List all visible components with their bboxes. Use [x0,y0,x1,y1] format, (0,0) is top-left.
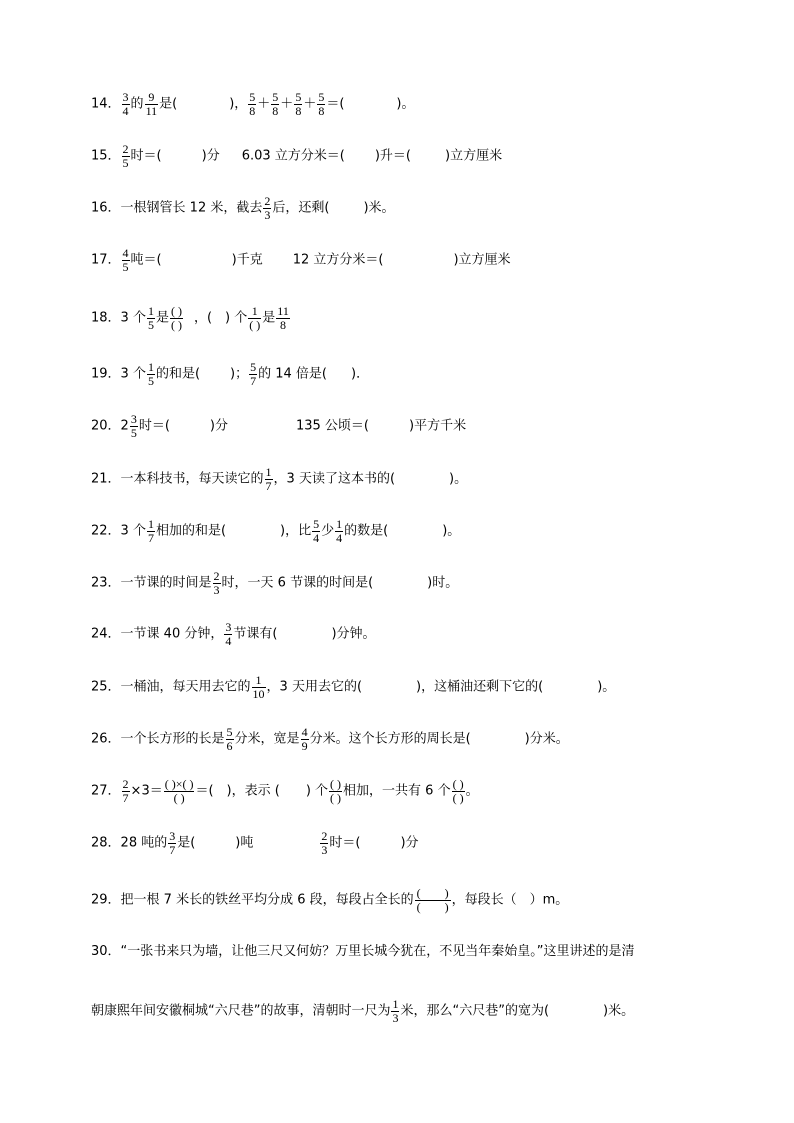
question-text: 朝康熙年间安徽桐城“六尺巷”的故事，清朝时一尺为 [91,1003,391,1019]
fraction [122,247,130,273]
question-text: 少 [321,523,335,539]
fraction-denominator: ( ) [416,899,449,914]
fraction-denominator: 8 [272,103,279,118]
fraction-numerator: 1 [252,674,266,688]
question-text: ＋ [257,96,271,112]
question-text: 19．3 个 [91,366,146,382]
question-text: 15． [91,148,121,164]
fraction-numerator: 11 [277,304,289,318]
fraction-denominator: ( ) [330,790,342,805]
fraction [164,778,195,804]
question-q16 [91,195,395,221]
question-text: ，( ) 个 [193,310,248,326]
question-text: ＋ [303,96,317,112]
fraction-denominator: 4 [225,633,232,648]
fraction-denominator: 7 [169,842,176,857]
fraction-numerator: 5 [318,90,325,104]
fraction-numerator: 5 [272,90,279,104]
fraction-denominator: 6 [226,738,233,753]
question-text: 27． [91,783,121,799]
fraction [170,305,183,331]
fraction [317,91,325,117]
question-text: ×3＝ [130,783,163,799]
question-text: )，这桶油还剩下它的( [416,679,544,695]
fraction-denominator: ( ) [452,790,464,805]
fraction-numerator: 1 [147,360,154,374]
fraction-numerator: 3 [122,90,129,104]
fraction-denominator: 8 [249,103,256,118]
fraction [249,361,257,387]
question-q29 [91,887,568,913]
question-text: 节课有( [233,626,278,642]
fraction [168,830,176,856]
fraction-numerator: 2 [122,142,129,156]
fraction [294,91,302,117]
question-text: )． [351,366,370,382]
fraction-denominator: 4 [122,103,129,118]
fraction-denominator: 5 [147,373,154,388]
fraction-denominator: 7 [147,530,154,545]
question-text: 吨＝( [130,252,162,268]
fraction [265,466,273,492]
question-text: 是( [159,96,178,112]
question-text: )， [229,96,248,112]
fraction-denominator: 8 [280,317,287,332]
fraction-numerator: ( ) [170,304,182,318]
question-text: 相加，一共有 6 个 [343,783,451,799]
fraction-numerator: ( )×( ) [164,777,194,791]
fraction-numerator: 1 [265,465,272,479]
question-text: 21．一本科技书，每天读它的 [91,471,264,487]
fraction [147,305,155,331]
question-text: 分米。这个长方形的周长是( [309,731,471,747]
question-text: 相加的和是( [155,523,227,539]
fraction-numerator: 1 [248,305,261,319]
fraction-numerator: 5 [250,360,257,374]
question-text: 24．一节课 40 分钟， [91,626,224,642]
question-text: 的和是( [155,366,201,382]
question-text: ，每段长（ ）m。 [451,892,569,908]
question-text: ＝( )，表示 ( ) 个 [195,783,329,799]
fraction-numerator: 5 [249,90,256,104]
question-text: 18．3 个 [91,310,146,326]
question-text: )。 [396,96,415,112]
fraction [145,91,159,117]
fraction-denominator: 7 [250,373,257,388]
question-text: 是 [155,310,169,326]
question-text: ，3 天用去它的( [266,679,363,695]
question-text: )； [230,366,249,382]
fraction-numerator: 1 [336,517,343,531]
fraction [301,726,309,752]
question-text: )千克 [231,252,263,268]
question-text: 时＝( [329,835,361,851]
fraction-denominator: 10 [252,686,265,701]
fraction-numerator: ( ) [452,777,464,791]
question-text: 时，一天 6 节课的时间是( [221,575,374,591]
fraction [320,830,328,856]
question-text: ＋ [280,96,294,112]
fraction-denominator: 3 [321,842,328,857]
question-q27 [91,778,479,804]
question-text: )升＝( [374,148,412,164]
fraction [276,305,290,331]
question-text: )分米。 [524,731,569,747]
question-text: )。 [449,471,468,487]
fraction-denominator: 7 [122,790,129,805]
question-text: )，比 [280,523,312,539]
fraction-numerator: 5 [295,90,302,104]
question-text: 时＝( [130,148,162,164]
fraction-numerator: 1 [392,997,399,1011]
question-q25 [91,674,615,700]
question-text: 。 [465,783,479,799]
fraction-denominator: 5 [130,425,137,440]
fraction [122,778,130,804]
question-text: )分 [201,148,220,164]
fraction [122,143,130,169]
fraction-denominator: 5 [122,155,129,170]
question-text: 6.03 立方分米＝( [241,148,345,164]
fraction-denominator: 7 [265,478,272,493]
question-text: 20．2 [91,418,129,434]
fraction [147,361,155,387]
fraction [226,726,234,752]
fraction-numerator: 1 [147,304,154,318]
question-q28 [91,830,419,856]
question-q22 [91,518,460,544]
fraction-numerator: 3 [169,829,176,843]
question-q20 [91,413,466,439]
question-text: ，3 天读了这本书的( [273,471,396,487]
question-text: 17． [91,252,121,268]
question-text: 的 [130,96,144,112]
fraction [391,998,399,1024]
fraction-denominator: 8 [318,103,325,118]
fraction-denominator: ( ) [173,790,185,805]
question-text: )米。 [603,1003,635,1019]
question-text: 135 公顷＝( [295,418,370,434]
question-text: 时＝( [138,418,170,434]
fraction [452,778,465,804]
fraction [224,621,232,647]
question-text: 后，还剩( [272,200,330,216]
question-text: 23．一节课的时间是 [91,575,212,591]
question-text: 28．28 吨的 [91,835,168,851]
question-text: )。 [442,523,461,539]
question-q15 [91,143,502,169]
fraction-denominator: 11 [145,103,158,118]
fraction-denominator: 3 [392,1010,399,1025]
fraction-numerator: 2 [122,777,129,791]
question-text: 的 14 倍是( [258,366,327,382]
question-q30b [91,998,634,1024]
question-text: 分米，宽是 [234,731,300,747]
question-text: 12 立方分米＝( [292,252,384,268]
question-text: 的数是( [344,523,389,539]
question-q21 [91,466,467,492]
question-text: )时。 [427,575,459,591]
fraction-denominator: 4 [313,530,320,545]
question-text: 22．3 个 [91,523,146,539]
fraction [147,518,155,544]
fraction-denominator: ( ) [249,317,261,332]
fraction-numerator: 2 [321,829,328,843]
fraction [335,518,343,544]
fraction-numerator: 2 [213,569,220,583]
fraction-denominator: 5 [122,259,129,274]
question-q14 [91,91,414,117]
fraction-numerator: ( ) [330,777,342,791]
fraction-denominator: ( ) [170,317,182,332]
fraction-denominator: 8 [295,103,302,118]
question-text: 米，那么“六尺巷”的宽为( [400,1003,550,1019]
question-q18 [91,305,291,331]
question-text: )平方千米 [409,418,467,434]
fraction-numerator: 1 [147,517,154,531]
question-q24 [91,621,376,647]
fraction-denominator: 4 [336,530,343,545]
question-text: )米。 [363,200,395,216]
question-text: 14． [91,96,121,112]
question-text: )分 [400,835,419,851]
fraction [415,887,451,913]
fraction-denominator: 3 [264,207,271,222]
fraction-numerator: 4 [301,725,308,739]
fraction [329,778,342,804]
question-q19 [91,361,369,387]
question-q23 [91,570,458,596]
question-text: 25．一桶油，每天用去它的 [91,679,251,695]
question-text: 30．“一张书来只为墙，让他三尺又何妨？万里长城今犹在，不见当年秦始皇。”这里讲述的是清 [91,944,635,959]
fraction [122,91,130,117]
fraction-numerator: 5 [313,517,320,531]
fraction-denominator: 5 [147,317,154,332]
question-text: 29．把一根 7 米长的铁丝平均分成 6 段，每段占全长的 [91,892,414,908]
question-text: )分 [209,418,228,434]
fraction-numerator: 3 [130,412,137,426]
fraction [271,91,279,117]
question-text: )立方厘米 [445,148,503,164]
question-text: ＝( [326,96,345,112]
fraction [130,413,138,439]
question-q26 [91,726,569,752]
fraction-numerator: 3 [225,620,232,634]
fraction [312,518,320,544]
question-text: 16．一根钢管长 12 米，截去 [91,200,263,216]
question-text: 是( [177,835,196,851]
question-q17 [91,247,511,273]
fraction-numerator: 2 [264,194,271,208]
question-text: 是 [262,310,276,326]
fraction-denominator: 9 [301,738,308,753]
question-text: )分钟。 [331,626,376,642]
fraction-numerator: 9 [145,91,159,105]
fraction-numerator: ( ) [416,886,449,900]
question-text: )立方厘米 [453,252,511,268]
fraction [248,305,261,331]
fraction [213,570,221,596]
question-text: 26．一个长方形的长是 [91,731,225,747]
question-text: )吨 [235,835,254,851]
fraction-numerator: 5 [226,725,233,739]
fraction [252,674,266,700]
fraction-numerator: 4 [122,246,129,260]
fraction-denominator: 3 [213,582,220,597]
fraction [263,195,271,221]
question-text: )。 [597,679,616,695]
fraction [248,91,256,117]
question-q30a [91,945,635,958]
